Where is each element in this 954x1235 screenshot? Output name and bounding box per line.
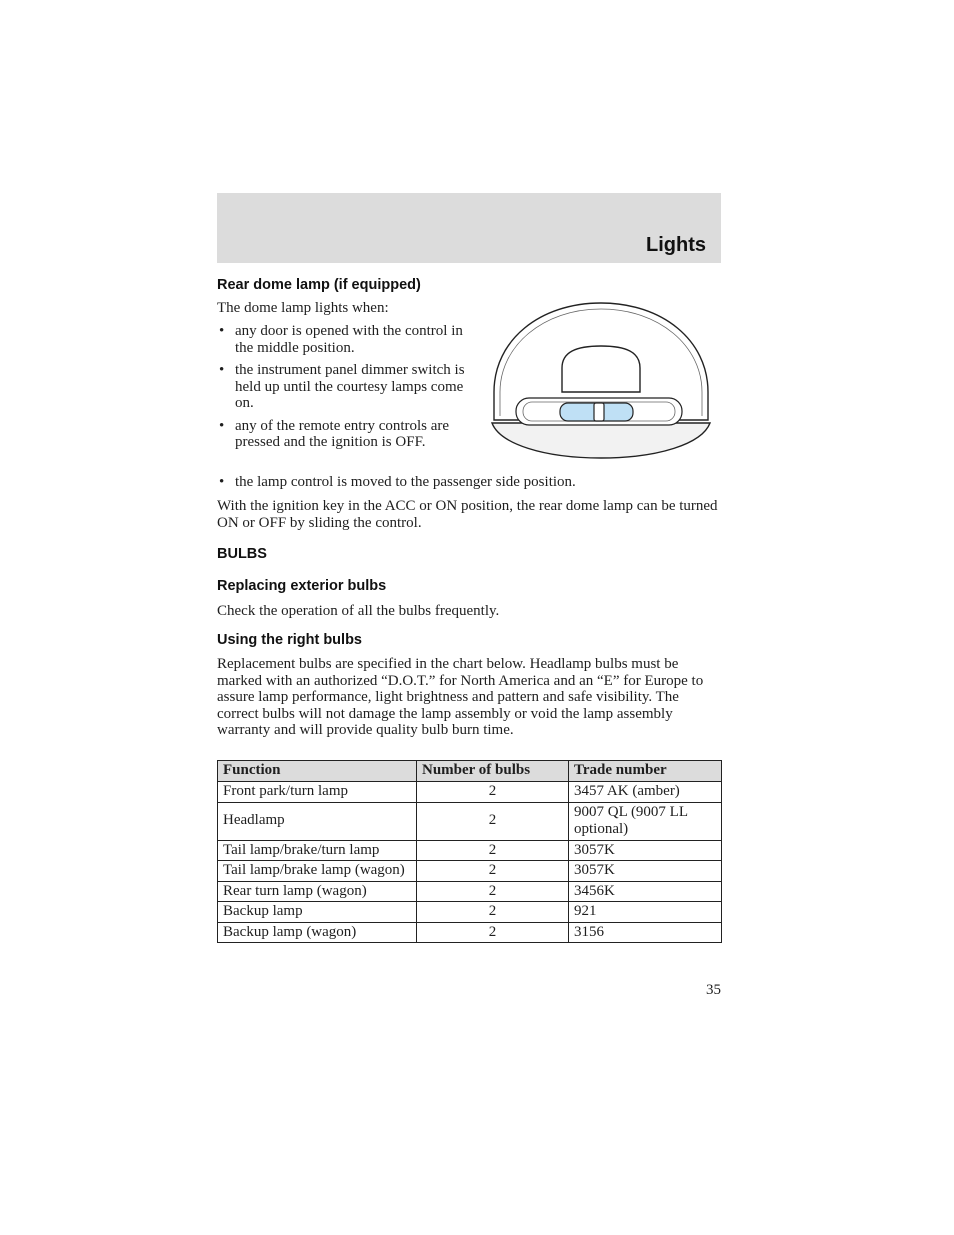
column-header: Number of bulbs bbox=[417, 761, 569, 782]
table-row bbox=[218, 881, 722, 902]
dome-lamp-conditions-cont bbox=[217, 474, 721, 491]
list-item: • any of the remote entry controls are pressed and the ignition is OFF. bbox=[217, 418, 467, 451]
dome-lamp-illustration bbox=[490, 300, 712, 460]
table-cell: Tail lamp/brake lamp (wagon) bbox=[218, 861, 417, 882]
page-number: 35 bbox=[706, 982, 721, 998]
table-cell: Rear turn lamp (wagon) bbox=[218, 881, 417, 902]
replacing-bulbs-text: Check the operation of all the bulbs frequently. bbox=[217, 603, 500, 619]
bulb-chart-table bbox=[217, 760, 722, 943]
table-row bbox=[218, 802, 722, 840]
table-row bbox=[218, 922, 722, 943]
list-item: • the instrument panel dimmer switch is held up until the courtesy lamps come on. bbox=[217, 362, 467, 412]
table-header-row bbox=[218, 761, 722, 782]
table-cell: Backup lamp (wagon) bbox=[218, 922, 417, 943]
bulbs-heading: BULBS bbox=[217, 546, 267, 562]
dome-lamp-ignition-note: With the ignition key in the ACC or ON position, the rear dome lamp can be turned ON or OFF by sliding the control. bbox=[217, 498, 718, 531]
table-cell: 2 bbox=[417, 881, 569, 902]
table-row bbox=[218, 782, 722, 803]
column-header: Function bbox=[218, 761, 417, 782]
table-cell: 2 bbox=[417, 840, 569, 861]
table-cell: 2 bbox=[417, 922, 569, 943]
table-row bbox=[218, 840, 722, 861]
table-cell: 9007 QL (9007 LL optional) bbox=[569, 802, 722, 840]
section-header-band bbox=[217, 193, 721, 263]
section-title: Lights bbox=[646, 234, 706, 256]
column-header: Trade number bbox=[569, 761, 722, 782]
right-bulbs-heading: Using the right bulbs bbox=[217, 632, 362, 648]
list-item: • any door is opened with the control in the middle position. bbox=[217, 323, 467, 356]
table-cell: Headlamp bbox=[218, 802, 417, 840]
table-row bbox=[218, 902, 722, 923]
table-cell: Front park/turn lamp bbox=[218, 782, 417, 803]
table-cell: 3156 bbox=[569, 922, 722, 943]
table-row bbox=[218, 861, 722, 882]
table-cell: 3456K bbox=[569, 881, 722, 902]
table-cell: 3057K bbox=[569, 840, 722, 861]
table-cell: 3457 AK (amber) bbox=[569, 782, 722, 803]
table-cell: 2 bbox=[417, 861, 569, 882]
table-cell: Tail lamp/brake/turn lamp bbox=[218, 840, 417, 861]
table-cell: 921 bbox=[569, 902, 722, 923]
table-cell: 2 bbox=[417, 802, 569, 840]
dome-lamp-intro: The dome lamp lights when: bbox=[217, 300, 389, 316]
list-item: • the lamp control is moved to the passenger side position. bbox=[217, 474, 721, 491]
dome-lamp-heading: Rear dome lamp (if equipped) bbox=[217, 277, 421, 293]
table-cell: 3057K bbox=[569, 861, 722, 882]
replacing-bulbs-heading: Replacing exterior bulbs bbox=[217, 578, 387, 594]
table-cell: 2 bbox=[417, 782, 569, 803]
table-cell: 2 bbox=[417, 902, 569, 923]
right-bulbs-text: Replacement bulbs are specified in the chart below. Headlamp bulbs must be marked with an authorized “D.O.T.” for North America and an “E” for Europe to assure lamp performance, light brightness and pattern and safe visibility. The correct bulbs will not damage the lamp assembly or void the lamp assembly warranty and will provide quality bulb burn time. bbox=[217, 656, 704, 738]
dome-lamp-conditions bbox=[217, 323, 467, 451]
table-cell: Backup lamp bbox=[218, 902, 417, 923]
